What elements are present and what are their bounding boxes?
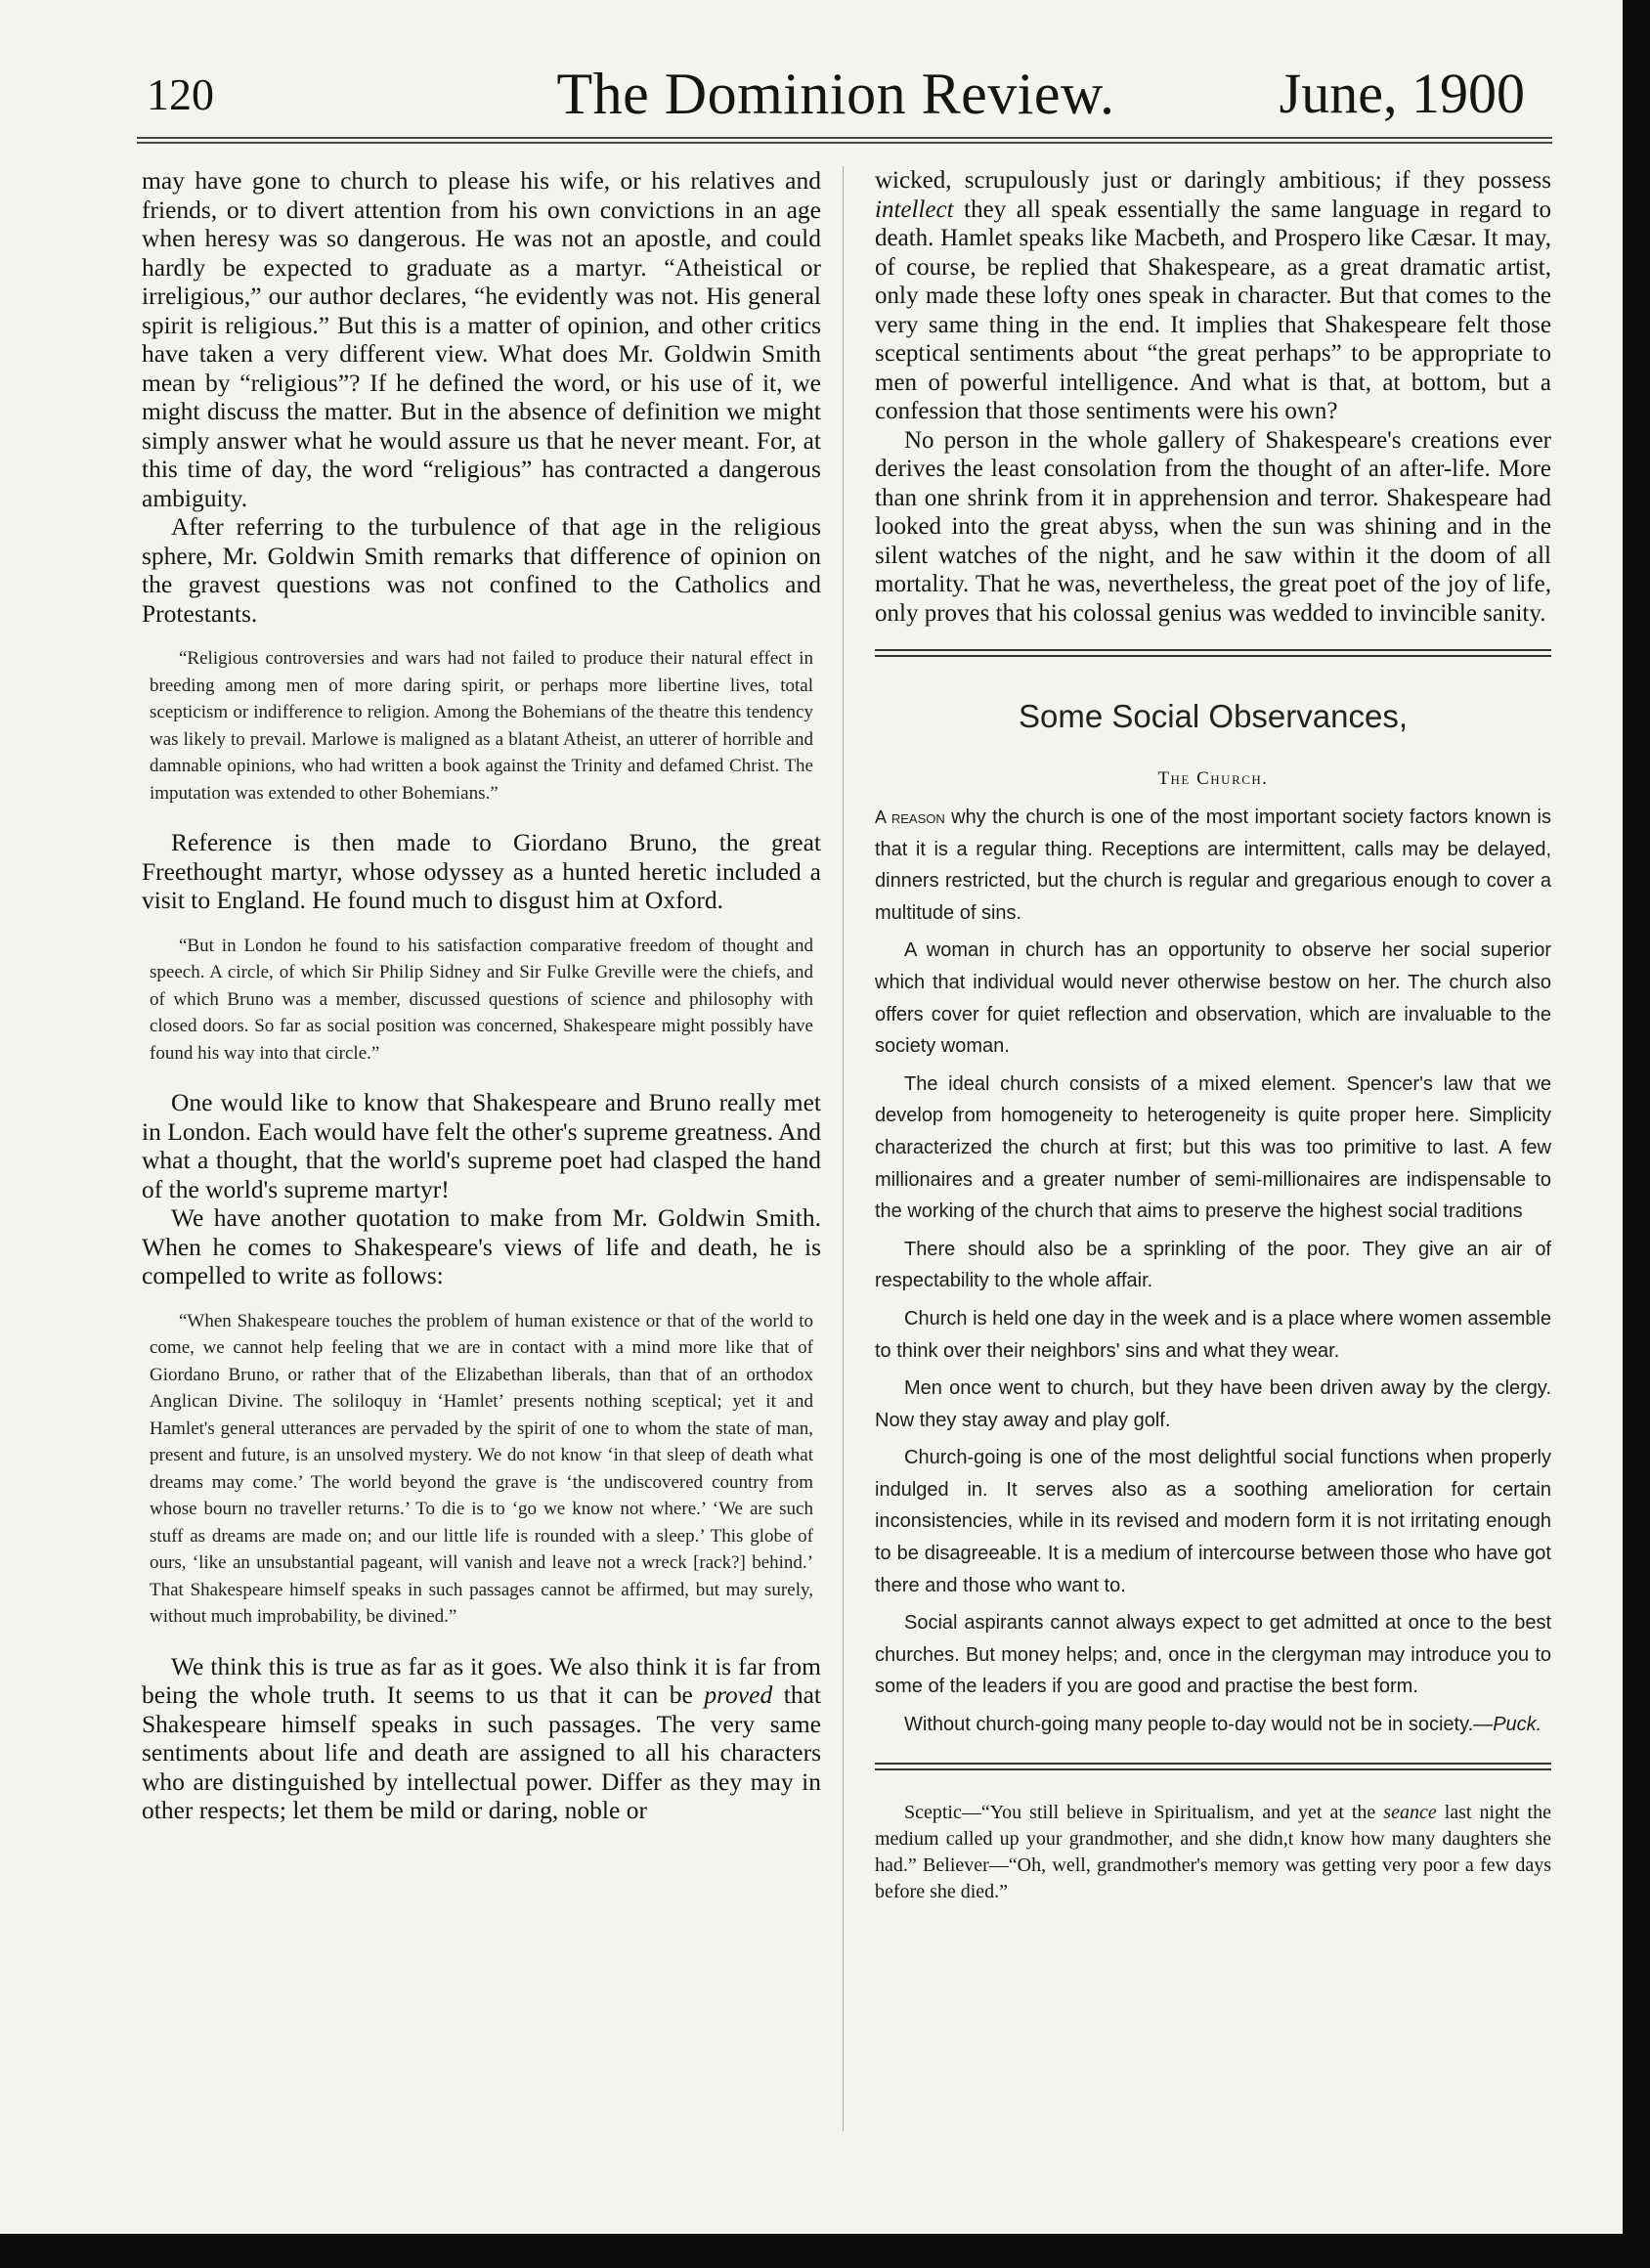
column-divider xyxy=(843,166,844,2131)
running-header xyxy=(147,61,1525,139)
paragraph: Church-going is one of the most delightful social functions when properly indulged in. It serves also as a soothing amelioration for certain inconsistencies, while in its revised and modern form it is not irritating enough to be disagreeable. It is a medium of intercourse between those who have got there and those who want to. xyxy=(875,1447,1551,1596)
section-rule xyxy=(875,649,1551,657)
paragraph: The ideal church consists of a mixed element. Spencer's law that we develop from homogeneity to heterogeneity is quite proper here. Simplicity characterized the church at first; but this was too primitive to last. A few millionaires and a greater number of semi-millionaires are indispensable to the working of the church that aims to preserve the highest social traditions xyxy=(875,1072,1551,1223)
quote-text: “When Shakespeare touches the problem of human existence or that of the world to come, we cannot help feeling that we are in contact with a mind more like that of Giordano Bruno, or rather that of the Elizabethan liberals, than that of an orthodox Anglican Divine. The soliloquy in ‘Hamlet’ presents nothing sceptical; yet it and Hamlet's general utterances are pervaded by the spirit of one to whom the state of man, present and future, is an unsolved mystery. We do not know ‘in that sleep of death what dreams may come.’ The world beyond the grave is ‘the undiscovered country from whose bourn no traveller returns.’ To die is to ‘go we know not where.’ ‘We are such stuff as dreams are made on; and our little life is rounded with a sleep.’ This globe of ours, ‘like an unsubstantial pageant, will vanish and leave not a wreck [rack?] behind.’ That Shakespeare himself speaks in such passages cannot be affirmed, but may surely, without much improbability, be divined.” xyxy=(150,1310,813,1627)
paragraph: Social aspirants cannot always expect to get admitted at once to the best churches. But money helps; and, once in the clergyman may introduce you to some of the leaders if you are good and practise the best form. xyxy=(875,1612,1551,1698)
text-run: why the church is one of the most important society factors known is that it is a regular thing. Receptions are intermittent, calls may be delayed, dinners restricted, but the church is regular and gregarious enough to cover a multitude of sins. xyxy=(875,807,1551,924)
paragraph xyxy=(875,1800,1551,1905)
text-run: last night the medium called up your grandmother, and she didn,t know how many daughters she had.” Believer—“Oh, well, grandmother's memory was getting very poor a few days before she died.” xyxy=(875,1801,1551,1902)
paragraph: Reference is then made to Giordano Bruno, the great Freethought martyr, whose odyssey as a hunted heretic included a visit to England. He found much to disgust him at Oxford. xyxy=(142,828,821,914)
paragraph: There should also be a sprinkling of the poor. They give an air of respectability to the whole affair. xyxy=(875,1238,1551,1292)
source-credit: Puck. xyxy=(1493,1714,1542,1736)
quote-text: “Religious controversies and wars had not failed to produce their natural effect in breeding among men of more daring spirit, or perhaps more libertine lives, total scepticism or indifference to religion. Among the Bohemians of the theatre this tendency was likely to prevail. Marlowe is maligned as a blatant Atheist, an utterer of horrible and damnable opinions, who had written a book against the Trinity and defamed Christ. The imputation was extended to other Bohemians.” xyxy=(150,648,813,804)
paragraph xyxy=(875,166,1551,426)
article-subtitle: The Church. xyxy=(1157,768,1269,789)
page-number: 120 xyxy=(147,69,214,119)
emphasis: intellect xyxy=(875,196,954,223)
right-column xyxy=(875,166,1551,1905)
text-run: We think this is true as far as it goes. We also think it is far from being the whole truth. It seems to us that it can be xyxy=(142,1651,821,1709)
paragraph: One would like to know that Shakespeare and Bruno really met in London. Each would have felt the other's supreme greatness. And what a thought, that the world's supreme poet had clasped the hand of the world's supreme martyr! xyxy=(142,1088,821,1203)
block-quote xyxy=(142,645,821,807)
block-quote xyxy=(142,1308,821,1631)
quote-text: “But in London he found to his satisfaction comparative freedom of thought and speech. A circle, of which Sir Philip Sidney and Sir Fulke Greville were the chiefs, and of which Bruno was a member, discussed questions of science and philosophy with closed doors. So far as social position was concerned, Shakespeare might possibly have found his way into that circle.” xyxy=(150,935,813,1064)
article-title: Some Social Observances, xyxy=(1018,698,1408,734)
paragraph xyxy=(142,1652,821,1825)
paragraph: After referring to the turbulence of that age in the religious sphere, Mr. Goldwin Smith remarks that difference of opinion on the gravest questions was not confined to the Catholics and Protestants. xyxy=(142,512,821,628)
header-rule-2 xyxy=(137,142,1552,144)
paragraph: We have another quotation to make from Mr. Goldwin Smith. When he comes to Shakespeare's views of life and death, he is compelled to write as follows: xyxy=(142,1203,821,1289)
section-rule xyxy=(875,1763,1551,1770)
paragraph: Church is held one day in the week and is a place where women assemble to think over their neighbors' sins and what they wear. xyxy=(875,1307,1551,1362)
header-rule xyxy=(137,137,1552,139)
block-quote xyxy=(142,933,821,1068)
paragraph xyxy=(875,1709,1551,1741)
text-run: wicked, scrupulously just or daringly ambitious; if they possess xyxy=(875,167,1551,194)
emphasis: proved xyxy=(704,1680,773,1709)
left-column xyxy=(142,166,821,1825)
paragraph: A woman in church has an opportunity to observe her social superior which that individual would never otherwise bestow on her. The church also offers cover for quiet reflection and observation, which are invaluable to the society woman. xyxy=(875,939,1551,1058)
text-run: Without church-going many people to-day would not be in society.— xyxy=(904,1714,1494,1736)
paragraph xyxy=(875,802,1551,929)
issue-date: June, 1900 xyxy=(1279,62,1525,125)
text-run: that Shakespeare himself speaks in such passages. The very same sentiments about life and death are assigned to all his characters who are distinguished by intellectual power. Differ as they may in other respects; let them be mild or daring, noble or xyxy=(142,1680,821,1824)
paragraph: may have gone to church to please his wife, or his relatives and friends, or to divert attention from his own convictions in an age when heresy was so dangerous. He was not an apostle, and could hardly be expected to graduate as a martyr. “Atheistical or irreligious,” our author declares, “he evidently was not. His general spirit is religious.” But this is a matter of opinion, and other critics have taken a very different view. What does Mr. Goldwin Smith mean by “religious”? If he defined the word, or his use of it, we might discuss the matter. But in the absence of definition we might simply answer what he would assure us that he never meant. For, at this time of day, the word “religious” has contracted a dangerous ambiguity. xyxy=(142,166,821,512)
text-run: they all speak essentially the same language in regard to death. Hamlet speaks like Macbeth, and Prospero like Cæsar. It may, of course, be replied that Shakespeare, as a great dramatic artist, only made these lofty ones speak in character. But that comes to the very same thing in the end. It implies that Shakespeare felt those sceptical sentiments about “the great perhaps” to be appropriate to men of powerful intelligence. And what is that, at bottom, but a confession that those sentiments were his own? xyxy=(875,196,1551,424)
paragraph: No person in the whole gallery of Shakespeare's creations ever derives the least consolation from the thought of an after-life. More than one shrink from it in apprehension and terror. Shakespeare had looked into the great abyss, when the sun was shining and in the silent watches of the night, and he saw within it the doom of all mortality. That he was, nevertheless, the great poet of the joy of life, only proves that his colossal genius was wedded to invincible sanity. xyxy=(875,426,1551,627)
lead-in: A reason xyxy=(875,807,945,827)
paragraph: Men once went to church, but they have been driven away by the clergy. Now they stay away and play golf. xyxy=(875,1377,1551,1431)
article-body xyxy=(875,802,1551,1741)
journal-title: The Dominion Review. xyxy=(556,62,1115,126)
emphasis: seance xyxy=(1383,1801,1437,1823)
text-run: Sceptic—“You still believe in Spiritualism, and yet at the xyxy=(904,1801,1384,1823)
anecdote xyxy=(875,1800,1551,1905)
